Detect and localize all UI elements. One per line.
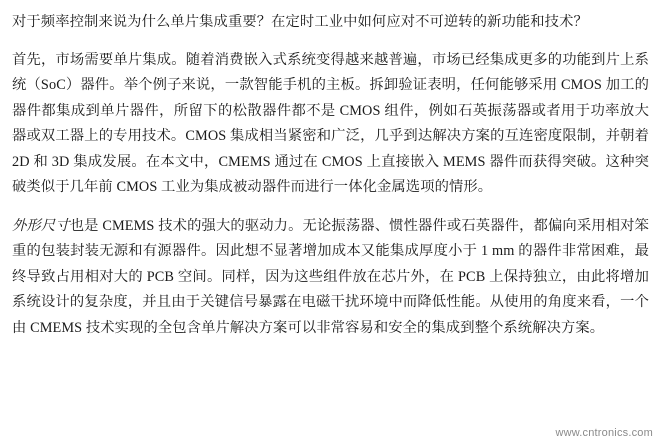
paragraph-body-2-rest: 也是 CMEMS 技术的强大的驱动力。无论振荡器、惯性器件或石英器件，都偏向采用相对笨重的包装封装无源和有源器件。因此想不显著增加成本又能集成厚度小于 1 mm 的器件非常困难，最终导致占用相对大的 PCB 空间。同样，因为这些组件放在芯片外，在 PCB 上保持独立，由此将增加系统设计的复杂度，并且由于关键信号暴露在电磁干扰环境中而降低性能。从使用的角度来看，一个由 CMEMS 技术实现的全包含单片解决方案可以非常容易和安全的集成到整个系统解决方案。: [12, 217, 649, 336]
paragraph-body-2: [12, 214, 649, 342]
paragraph-question: 对于频率控制来说为什么单片集成重要？在定时工业中如何应对不可逆转的新功能和技术？: [12, 14, 588, 30]
emphasis-lead: 外形尺寸: [12, 217, 70, 234]
site-watermark: www.cntronics.com: [555, 427, 653, 439]
paragraph-body-1: 首先，市场需要单片集成。随着消费嵌入式系统变得越来越普遍，市场已经集成更多的功能到片上系统（SoC）器件。举个例子来说，一款智能手机的主板。拆卸验证表明，任何能够采用 CMOS 加工的器件都集成到单片器件，所留下的松散器件都不是 CMOS 组件，例如石英振荡器或者用于功率放大器或双工器上的专用技术。CMOS 集成相当紧密和广泛，几乎到达解决方案的互连密度限制，并朝着 2D 和 3D 集成发展。在本文中，CMEMS 通过在 CMOS 上直接嵌入 MEMS 器件而获得突破。这种突破类似于几年前 CMOS 工业为集成被动器件而进行一体化金属选项的情形。: [12, 51, 649, 195]
